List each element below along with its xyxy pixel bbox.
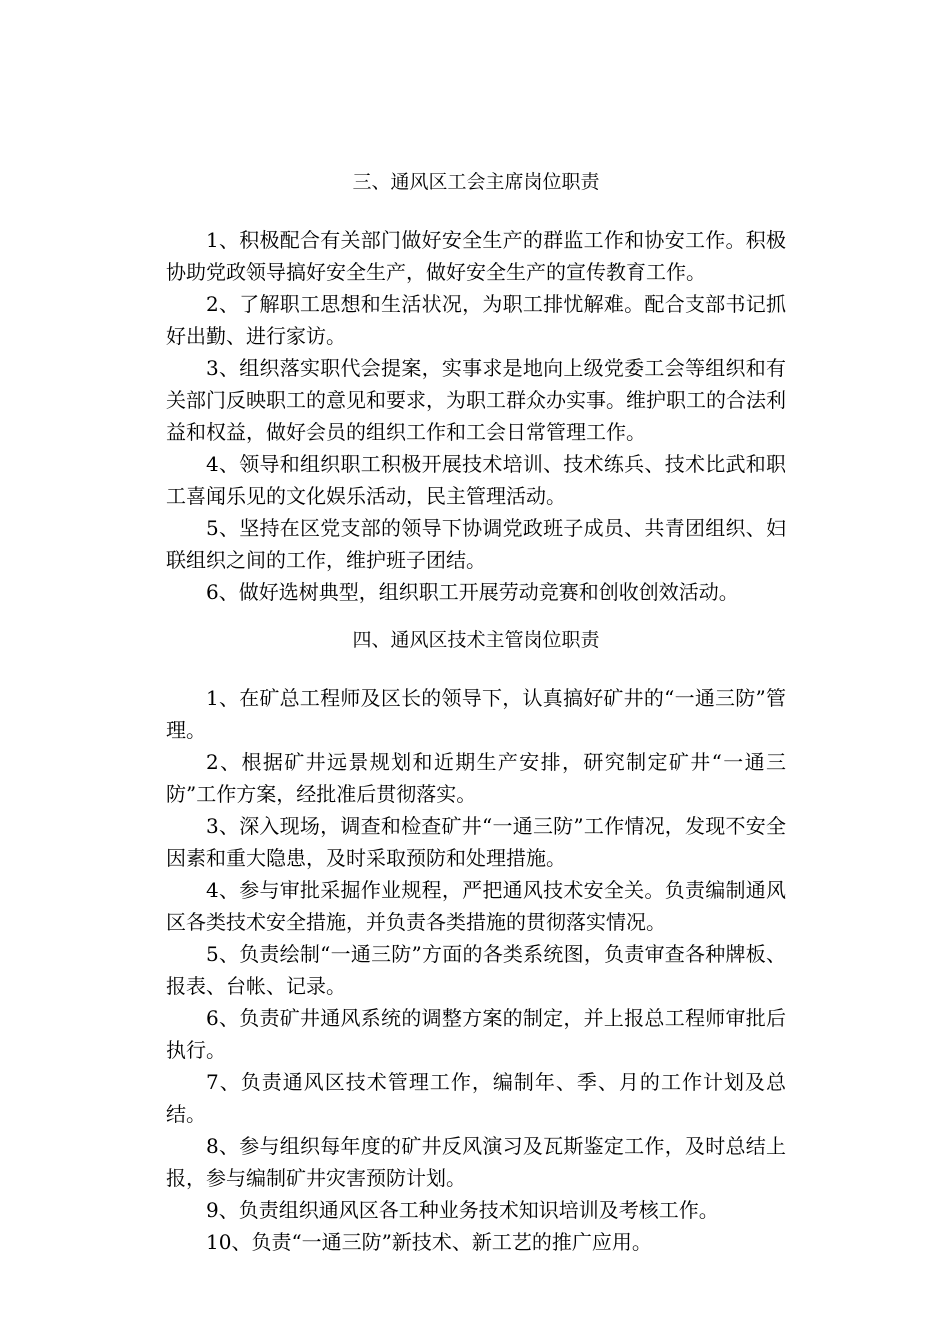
duty-item: 2、了解职工思想和生活状况，为职工排忧解难。配合支部书记抓好出勤、进行家访。 xyxy=(166,292,786,348)
duty-item: 3、组织落实职代会提案，实事求是地向上级党委工会等组织和有关部门反映职工的意见和要求，为职工群众办实事。维护职工的合法利益和权益，做好会员的组织工作和工会日常管理工作。 xyxy=(166,356,786,444)
technical-supervisor-section xyxy=(166,624,786,1258)
duty-item: 5、负责绘制“一通三防”方面的各类系统图，负责审查各种牌板、报表、台帐、记录。 xyxy=(166,942,786,998)
duty-item: 9、负责组织通风区各工种业务技术知识培训及考核工作。 xyxy=(206,1198,719,1222)
duty-item: 1、积极配合有关部门做好安全生产的群监工作和协安工作。积极协助党政领导搞好安全生产，做好安全生产的宣传教育工作。 xyxy=(166,228,786,284)
duty-item: 2、根据矿井远景规划和近期生产安排，研究制定矿井“一通三防”工作方案，经批准后贯彻落实。 xyxy=(166,750,786,806)
duty-item: 5、坚持在区党支部的领导下协调党政班子成员、共青团组织、妇联组织之间的工作，维护班子团结。 xyxy=(166,516,786,572)
duty-item: 8、参与组织每年度的矿井反风演习及瓦斯鉴定工作，及时总结上报，参与编制矿井灾害预防计划。 xyxy=(166,1134,786,1190)
duty-item: 6、负责矿井通风系统的调整方案的制定，并上报总工程师审批后执行。 xyxy=(166,1006,786,1062)
duty-item: 3、深入现场，调查和检查矿井“一通三防”工作情况，发现不安全因素和重大隐患，及时采取预防和处理措施。 xyxy=(166,814,786,870)
section-heading: 三、通风区工会主席岗位职责 xyxy=(352,171,600,193)
duty-item: 10、负责“一通三防”新技术、新工艺的推广应用。 xyxy=(206,1230,652,1254)
section-heading: 四、通风区技术主管岗位职责 xyxy=(352,629,600,651)
duty-item: 4、领导和组织职工积极开展技术培训、技术练兵、技术比武和职工喜闻乐见的文化娱乐活动，民主管理活动。 xyxy=(166,452,786,508)
duty-item: 7、负责通风区技术管理工作，编制年、季、月的工作计划及总结。 xyxy=(166,1070,786,1126)
duty-item: 4、参与审批采掘作业规程，严把通风技术安全关。负责编制通风区各类技术安全措施，并负责各类措施的贯彻落实情况。 xyxy=(166,878,786,934)
duty-item: 1、在矿总工程师及区长的领导下，认真搞好矿井的“一通三防”管理。 xyxy=(166,686,786,742)
duty-item: 6、做好选树典型，组织职工开展劳动竞赛和创收创效活动。 xyxy=(206,580,739,604)
union-chairman-section xyxy=(166,166,786,608)
